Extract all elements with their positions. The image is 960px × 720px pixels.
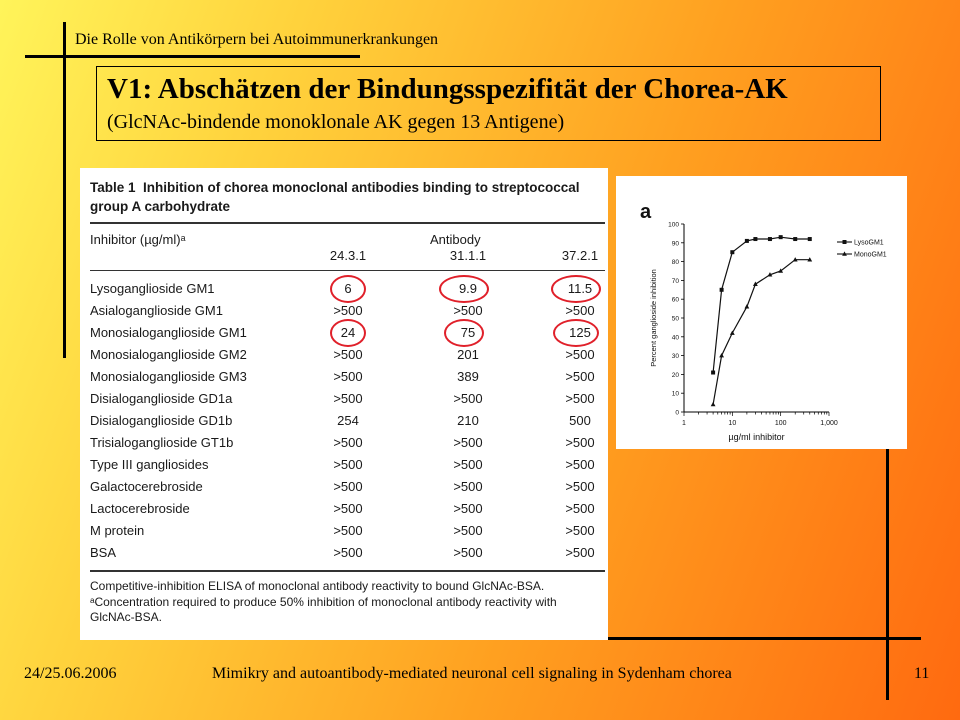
- column-header: 37.2.1: [561, 248, 599, 263]
- y-tick-label: 20: [671, 371, 679, 379]
- cell-value: >500: [333, 523, 363, 538]
- table-footnote: Competitive-inhibition ELISA of monoclonal antibody reactivity to bound GlcNAc-BSA. ᵃConcentration required to produce 50% inhibition of monoclonal antibody reactivity with GlcNAc-BSA.: [90, 579, 557, 624]
- table-row: [90, 388, 605, 410]
- highlight-circle: [439, 275, 489, 303]
- y-tick-label: 90: [671, 240, 679, 248]
- cell-value: 11.5: [567, 281, 593, 296]
- cell-value: >500: [453, 303, 483, 318]
- data-point-LysoGM1: [745, 239, 749, 243]
- table-row: [90, 432, 605, 454]
- table-row: [90, 366, 605, 388]
- data-point-MonoGM1: [719, 353, 724, 357]
- cell-value: >500: [565, 479, 595, 494]
- row-label: Asialoganglioside GM1: [90, 303, 223, 318]
- cell-value: 24: [340, 325, 356, 340]
- y-tick-label: 10: [671, 390, 679, 398]
- footer-date: 24/25.06.2006: [24, 665, 117, 682]
- data-point-LysoGM1: [808, 237, 812, 241]
- frame-line-top: [25, 55, 360, 58]
- column-header: 31.1.1: [449, 248, 487, 263]
- cell-value: 125: [569, 325, 591, 340]
- slide-title-box: [96, 66, 881, 141]
- cell-value: >500: [565, 391, 595, 406]
- table-caption-label: Table 1: [90, 180, 136, 195]
- frame-line-bottom: [585, 637, 921, 640]
- inhibitor-header: Inhibitor (µg/ml)ᵃ: [90, 232, 186, 247]
- frame-line-left: [63, 22, 66, 358]
- data-point-MonoGM1: [711, 402, 716, 406]
- presentation-subtitle: Die Rolle von Antikörpern bei Autoimmunerkrankungen: [75, 31, 439, 48]
- row-label: M protein: [90, 523, 145, 538]
- cell-value: >500: [333, 457, 363, 472]
- highlight-circle: [551, 275, 601, 303]
- data-point-LysoGM1: [730, 250, 734, 254]
- cell-value: >500: [333, 303, 363, 318]
- cell-value: >500: [453, 457, 483, 472]
- cell-value: 500: [569, 413, 591, 428]
- cell-value: >500: [565, 347, 595, 362]
- cell-value: >500: [333, 545, 363, 560]
- cell-value: >500: [565, 501, 595, 516]
- data-point-LysoGM1: [720, 288, 724, 292]
- table-row: [90, 476, 605, 498]
- cell-value: >500: [453, 479, 483, 494]
- cell-value: >500: [565, 523, 595, 538]
- inhibition-chart: [616, 176, 907, 449]
- cell-value: 389: [457, 369, 479, 384]
- data-point-LysoGM1: [768, 237, 772, 241]
- row-label: Trisialoganglioside GT1b: [90, 435, 234, 450]
- cell-value: >500: [565, 435, 595, 450]
- cell-value: >500: [565, 545, 595, 560]
- y-tick-label: 0: [675, 409, 679, 417]
- row-label: Monosialoganglioside GM2: [90, 347, 247, 362]
- cell-value: >500: [453, 545, 483, 560]
- footer-title: Mimikry and autoantibody-mediated neuronal cell signaling in Sydenham chorea: [212, 665, 732, 682]
- cell-value: >500: [565, 457, 595, 472]
- cell-value: 210: [457, 413, 479, 428]
- row-label: Type III gangliosides: [90, 457, 209, 472]
- slide-title: V1: Abschätzen der Bindungsspezifität der Chorea-AK: [107, 73, 788, 105]
- cell-value: >500: [565, 369, 595, 384]
- table-row: [90, 454, 605, 476]
- cell-value: >500: [333, 501, 363, 516]
- y-axis-label: Percent ganglioside inhibition: [649, 269, 658, 367]
- y-tick-label: 80: [671, 259, 679, 267]
- cell-value: >500: [333, 347, 363, 362]
- row-label: BSA: [90, 545, 117, 560]
- highlight-circle: [444, 319, 484, 347]
- data-point-LysoGM1: [711, 371, 715, 375]
- data-point-LysoGM1: [753, 237, 757, 241]
- cell-value: 201: [457, 347, 479, 362]
- table-row: [90, 410, 605, 432]
- cell-value: >500: [333, 369, 363, 384]
- cell-value: 254: [337, 413, 359, 428]
- legend-label: MonoGM1: [854, 251, 887, 259]
- cell-value: >500: [453, 435, 483, 450]
- highlight-circle: [553, 319, 599, 347]
- table-rule-top: [90, 222, 605, 224]
- data-point-MonoGM1: [744, 304, 749, 308]
- table-caption: [90, 178, 600, 216]
- x-tick-label: 100: [774, 420, 787, 427]
- cell-value: 6: [344, 281, 352, 296]
- cell-value: >500: [333, 435, 363, 450]
- highlight-circle: [330, 275, 366, 303]
- y-tick-label: 60: [671, 296, 679, 304]
- table-rule-header: [90, 270, 605, 271]
- inhibition-table: [80, 168, 608, 640]
- row-label: Monosialoganglioside GM1: [90, 325, 247, 340]
- cell-value: >500: [453, 391, 483, 406]
- cell-value: 75: [460, 325, 476, 340]
- highlight-circle: [330, 319, 366, 347]
- cell-value: >500: [453, 523, 483, 538]
- table-row: [90, 344, 605, 366]
- slide-subtitle: (GlcNAc-bindende monoklonale AK gegen 13 Antigene): [107, 111, 565, 133]
- y-tick-label: 40: [671, 334, 679, 342]
- table-row: [90, 542, 605, 564]
- antibody-header: Antibody: [430, 232, 481, 247]
- row-label: Lysoganglioside GM1: [90, 281, 215, 296]
- table-row: [90, 520, 605, 542]
- legend-label: LysoGM1: [854, 239, 884, 247]
- x-tick-label: 1,000: [820, 420, 838, 427]
- data-point-LysoGM1: [779, 235, 783, 239]
- y-tick-label: 70: [671, 277, 679, 285]
- cell-value: 9.9: [458, 281, 478, 296]
- row-label: Galactocerebroside: [90, 479, 203, 494]
- row-label: Lactocerebroside: [90, 501, 190, 516]
- column-header: 24.3.1: [329, 248, 367, 263]
- y-tick-label: 30: [671, 353, 679, 361]
- row-label: Disialoganglioside GD1a: [90, 391, 233, 406]
- x-axis-label: µg/ml inhibitor: [728, 432, 785, 442]
- y-tick-label: 50: [671, 315, 679, 323]
- table-row: [90, 498, 605, 520]
- chart-panel-label: a: [640, 201, 652, 223]
- series-line-MonoGM1: [713, 260, 810, 405]
- chart-svg: [616, 176, 907, 449]
- y-tick-label: 100: [668, 221, 679, 229]
- cell-value: >500: [453, 501, 483, 516]
- x-tick-label: 10: [728, 420, 737, 427]
- data-point-LysoGM1: [793, 237, 797, 241]
- table-rule-bottom: [90, 570, 605, 572]
- cell-value: >500: [333, 479, 363, 494]
- legend-marker: [843, 240, 847, 244]
- row-label: Monosialoganglioside GM3: [90, 369, 247, 384]
- cell-value: >500: [333, 391, 363, 406]
- table-caption-text: Inhibition of chorea monoclonal antibodies binding to streptococcal group A carbohydrate: [90, 180, 580, 214]
- row-label: Disialoganglioside GD1b: [90, 413, 233, 428]
- page-number: 11: [914, 665, 930, 682]
- cell-value: >500: [565, 303, 595, 318]
- x-tick-label: 1: [682, 420, 686, 427]
